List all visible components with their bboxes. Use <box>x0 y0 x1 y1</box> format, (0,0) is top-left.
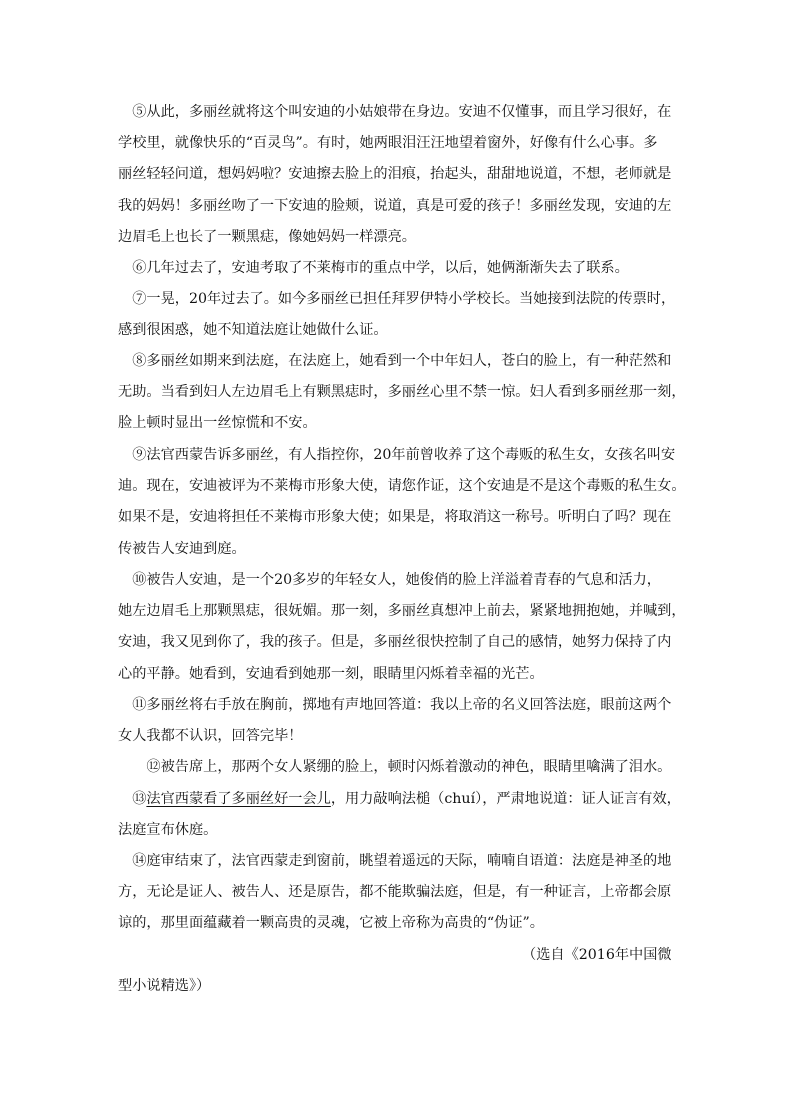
text-line: 女人我都不认识，回答完毕！ <box>118 728 303 745</box>
text-line: ⑥几年过去了，安迪考取了不莱梅市的重点中学，以后，她俩渐渐失去了联系。 <box>118 260 629 276</box>
text-line: 脸上顿时显出一丝惊慌和不安。 <box>118 415 317 432</box>
text-line: ⑫被告席上，那两个女人紧绷的脸上，顿时闪烁着激动的神色，眼睛里噙满了泪水。 <box>118 759 672 775</box>
source-citation-line1 <box>522 940 682 971</box>
text-line: 安迪，我又见到你了，我的孩子。但是，多丽丝很快控制了自己的感情，她努力保持了内 <box>118 634 672 651</box>
text-line: ⑪多丽丝将右手放在胸前，掷地有声地回答道：我以上帝的名义回答法庭，眼前这两个 <box>118 697 672 713</box>
text-line: 我的妈妈！多丽丝吻了一下安迪的脸颊，说道，真是可爱的孩子！多丽丝发现，安迪的左 <box>118 197 672 214</box>
text-line: 传被告人安迪到庭。 <box>118 540 246 557</box>
text-line: 法庭宣布休庭。 <box>118 822 218 839</box>
text-line: ⑩被告人安迪，是一个20多岁的年轻女人，她俊俏的脸上洋溢着青春的气息和活力， <box>118 572 661 588</box>
text-line: 感到很困惑，她不知道法庭让她做什么证。 <box>118 322 388 339</box>
paragraph-12 <box>118 752 678 783</box>
text-line: 迪。现在，安迪被评为不莱梅市形象大使，请您作证，这个安迪是不是这个毒贩的私生女。 <box>118 478 686 495</box>
paragraph-7 <box>118 284 678 346</box>
text-line: ⑨法官西蒙告诉多丽丝，有人指控你，20年前曾收养了这个毒贩的私生女，女孩名叫安 <box>118 447 676 463</box>
paragraph-11 <box>118 690 678 752</box>
text-line: 心的平静。她看到，安迪看到她那一刻，眼睛里闪烁着幸福的光芒。 <box>118 665 544 682</box>
paragraph-6 <box>118 253 678 284</box>
text-line: 谅的，那里面蕴藏着一颗高贵的灵魂，它被上帝称为高贵的“伪证”。 <box>118 915 544 932</box>
text-line <box>118 784 681 815</box>
text-line: 她左边眉毛上那颗黑痣，很妩媚。那一刻，多丽丝真想冲上前去，紧紧地拥抱她，并喊到， <box>118 603 686 620</box>
text-segment: ，用力敲响法槌（chuí），严肃地说道：证人证言有效， <box>330 791 681 807</box>
text-line: 边眉毛上也长了一颗黑痣，像她妈妈一样漂亮。 <box>118 228 416 245</box>
text-line: 丽丝轻轻问道，想妈妈啦？安迪擦去脸上的泪痕，抬起头，甜甜地说道，不想，老师就是 <box>118 166 672 183</box>
text-line: 无助。当看到妇人左边眉毛上有颗黑痣时，多丽丝心里不禁一惊。妇人看到多丽丝那一刻， <box>118 384 686 401</box>
text-line: ⑤从此，多丽丝就将这个叫安迪的小姑娘带在身边。安迪不仅懂事，而且学习很好，在 <box>118 104 672 120</box>
text-line: 方，无论是证人、被告人、还是原告，都不能欺骗法庭，但是，有一种证言，上帝都会原 <box>118 884 672 901</box>
paragraph-13 <box>118 784 681 846</box>
paragraph-9 <box>118 440 686 565</box>
source-citation-line2 <box>118 971 678 1002</box>
paragraph-8 <box>118 346 686 440</box>
text-line: 学校里，就像快乐的“百灵鸟”。有时，她两眼泪汪汪地望着窗外，好像有什么心事。多 <box>118 135 658 152</box>
paragraph-5 <box>118 97 678 253</box>
text-line: 如果不是，安迪将担任不莱梅市形象大使；如果是，将取消这一称号。听明白了吗？现在 <box>118 509 672 526</box>
text-line: ⑦一晃，20年过去了。如今多丽丝已担任拜罗伊特小学校长。当她接到法院的传票时， <box>118 291 676 307</box>
paragraph-number: ⑬ <box>118 791 147 807</box>
paragraph-14 <box>118 846 678 940</box>
underlined-phrase: 法官西蒙看了多丽丝好一会儿 <box>146 791 331 807</box>
text-line: ⑧多丽丝如期来到法庭，在法庭上，她看到一个中年妇人，苍白的脸上，有一种茫然和 <box>118 353 672 369</box>
text-line: ⑭庭审结束了，法官西蒙走到窗前，眺望着遥远的天际，喃喃自语道：法庭是神圣的地 <box>118 853 672 869</box>
source-citation-text: 型小说精选》） <box>118 978 211 994</box>
source-citation-text: （选自《2016年中国微 <box>522 947 672 963</box>
paragraph-10 <box>118 565 686 690</box>
